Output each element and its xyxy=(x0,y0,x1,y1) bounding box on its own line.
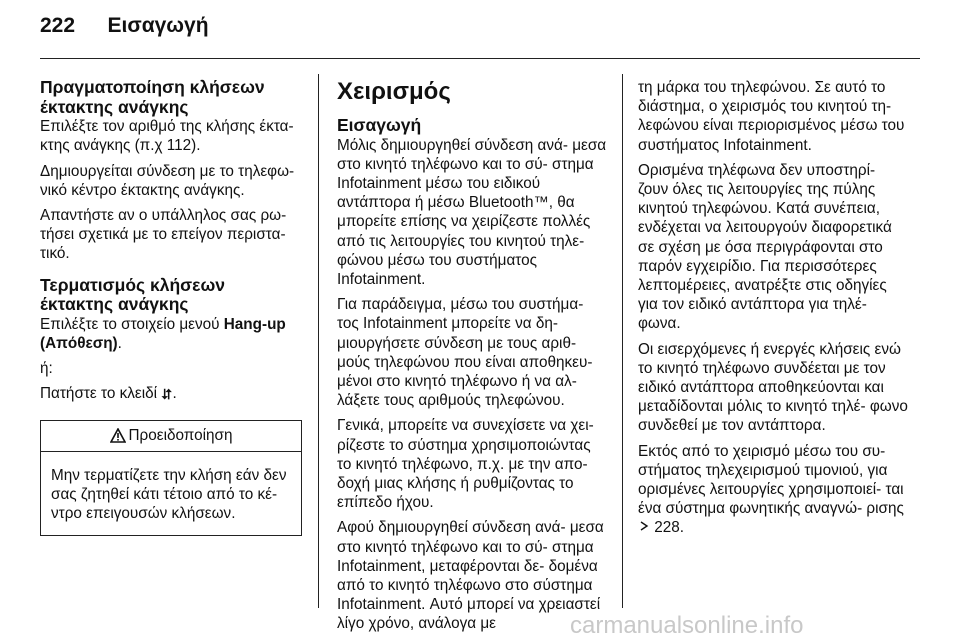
paragraph: Γενικά, μπορείτε να συνεχίσετε να χει‐ ρίζεστε το σύστημα χρησιμοποιώντας το κινητό τηλέφωνο, π.χ. με την απο‐ δοχή μιας κλήσης ή ρυθμίζοντας το επίπεδο ήχου. xyxy=(337,417,594,512)
paragraph: Αφού δημιουργηθεί σύνδεση ανά‐ μεσα στο κινητό τηλέφωνο και το σύ‐ στημα Infotainment, μεταφέρονται δε‐ δομένα από το κινητό τηλέφωνο στο σύστημα Infotainment. Αυτό μπορεί να χρειαστεί λίγο χρόνο, ανάλογα με xyxy=(337,519,604,633)
paragraph: Οι εισερχόμενες ή ενεργές κλήσεις ενώ το κινητό τηλέφωνο συνδέεται με τον ειδικό αντάπτορα αποθηκεύονται και μεταδίδονται μόλις το κινητό τηλέ‐ φωνο συνδεθεί με τον αντάπτορα. xyxy=(638,340,908,435)
paragraph xyxy=(40,384,302,403)
column-middle xyxy=(337,78,609,640)
text: Εκτός από το χειρισμό μέσω του συ‐ στήματος τηλεχειρισμού τιμονιού, για ορισμένες λειτουργίες χρησιμοποιεί‐ ται ένα σύστημα φωνητικής αναγνώ‐ ρισης xyxy=(638,442,904,518)
subheading-introduction: Εισαγωγή xyxy=(337,115,422,135)
warning-title: Προειδοποίηση xyxy=(128,427,233,444)
warning-header xyxy=(41,421,301,452)
paragraph: Επιλέξτε τον αριθμό της κλήσης έκτα‐ κτης ανάγκης (π.χ 112). xyxy=(40,118,294,155)
reference-arrow-icon xyxy=(638,518,650,537)
text: . xyxy=(117,335,122,352)
warning-text: Μην τερματίζετε την κλήση εάν δεν σας ζητηθεί κάτι τέτοιο από το κέ‐ ντρο επειγουσών κλήσεων. xyxy=(51,466,287,523)
paragraph: τη μάρκα του τηλεφώνου. Σε αυτό το διάστημα, ο χειρισμός του κινητού τη‐ λεφώνου είναι περιορισμένος μέσω του συστήματος Infotainment. xyxy=(638,79,905,154)
column-right xyxy=(638,78,908,544)
paragraph: Δημιουργείται σύνδεση με το τηλεφω‐ νικό κέντρο έκτακτης ανάγκης. xyxy=(40,162,295,199)
text: Επιλέξτε το στοιχείο μενού xyxy=(40,315,224,333)
paragraph xyxy=(40,315,302,353)
phone-key-icon: ⮃ xyxy=(161,386,173,403)
warning-box xyxy=(40,420,302,537)
paragraph: Για παράδειγμα, μέσω του συστήμα‐ τος Infotainment μπορείτε να δη‐ μιουργήσετε σύνδεση με τους αριθ‐ μούς τηλεφώνου που είναι αποθηκευ‐ μένοι στο κινητό τηλέφωνο ή να αλ‐ λάξετε τους αριθμούς τηλεφώνου. xyxy=(337,296,593,410)
page-header xyxy=(40,14,209,44)
section-title: Χειρισμός xyxy=(337,78,451,105)
page-number: 222 xyxy=(40,14,76,37)
warning-triangle-icon xyxy=(110,428,126,443)
column-left xyxy=(40,78,302,536)
header-rule xyxy=(40,58,920,59)
heading-emergency-calls: Πραγματοποίηση κλήσεων έκτακτης ανάγκης xyxy=(40,77,265,117)
paragraph: ή: xyxy=(40,360,53,378)
watermark: carmanualsonline.info xyxy=(570,612,804,639)
page-reference: 228. xyxy=(654,519,685,537)
column-divider xyxy=(622,74,623,608)
paragraph: Ορισμένα τηλέφωνα δεν υποστηρί‐ ζουν όλες τις λειτουργίες της πύλης κινητού τηλεφώνου. Κατά συνέπεια, ενδέχεται να λειτουργούν διαφορετικά σε σχέση με όσα περιγράφονται στο παρόν εγχειρίδιο. Για περισσότερες λεπτομέρειες, ανατρέξτε στις οδηγίες για τον ειδικό αντάπτορα για τηλέ‐ φωνα. xyxy=(638,161,892,333)
text: Πατήστε το κλειδί xyxy=(40,385,162,403)
column-divider xyxy=(318,74,319,608)
text: . xyxy=(172,385,177,403)
paragraph: Απαντήστε αν ο υπάλληλος σας ρω‐ τήσει σχετικά με το επείγον περιστα‐ τικό. xyxy=(40,207,287,263)
page-title: Εισαγωγή xyxy=(107,14,209,37)
paragraph: Μόλις δημιουργηθεί σύνδεση ανά‐ μεσα στο κινητό τηλέφωνο και το σύ‐ στημα Infotainment μέσω του ειδικού αντάπτορα ή μέσω Bluetooth™, θα μπορείτε επίσης να χειρίζεστε πολλές από τις λειτουργίες του κινητού τηλε‐ φώνου μέσω του συστήματος Infotainment. xyxy=(337,136,607,289)
menu-item-hangup: Hang-up (Απόθεση) xyxy=(40,315,286,352)
heading-end-emergency-calls: Τερματισμός κλήσεων έκτακτης ανάγκης xyxy=(40,274,225,315)
paragraph xyxy=(638,442,908,538)
